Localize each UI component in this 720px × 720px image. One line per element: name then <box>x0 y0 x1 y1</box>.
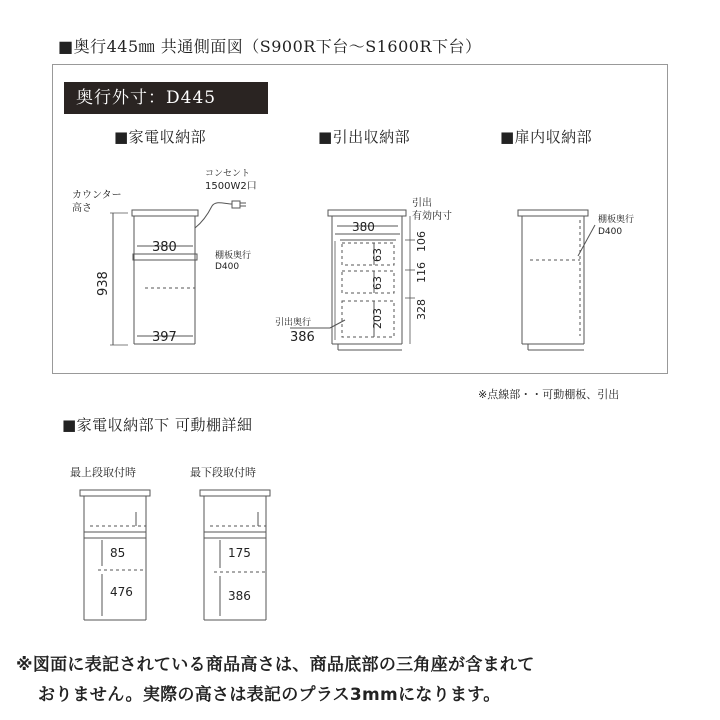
outlet-label-1: コンセント <box>205 169 251 179</box>
appliance-cabinet-drawing <box>110 201 246 345</box>
counter-label-1: カウンター <box>72 190 122 201</box>
footer-note-line-1: ※図面に表記されている商品高さは、商品底部の三角座が含まれて <box>16 655 535 675</box>
appliance-shelf-depth: D400 <box>215 262 240 272</box>
drawer-outer-328: 328 <box>415 299 428 320</box>
drawer-inner-label-2: 有効内寸 <box>412 211 452 222</box>
footer-note-line-2: おりません。実際の高さは表記のプラス3mmになります。 <box>38 685 501 705</box>
page-title: ■奥行445㎜ 共通側面図（S900R下台～S1600R下台） <box>58 37 482 56</box>
detail-bottom-caption: 最下段取付時 <box>190 466 256 479</box>
counter-label-2: 高さ <box>72 203 92 214</box>
detail-top-lower: 476 <box>110 585 133 599</box>
drawer-inner-label-1: 引出 <box>412 198 432 209</box>
appliance-top-width-label: 380 <box>152 240 177 255</box>
appliance-bottom-width-label: 397 <box>152 330 177 345</box>
detail-bottom-upper: 175 <box>228 546 251 560</box>
drawer-inner-203: 203 <box>371 308 384 329</box>
drawer-top-width-label: 380 <box>352 220 375 234</box>
section-title-door: ■扉内収納部 <box>500 128 593 146</box>
height-938-label: 938 <box>96 271 111 296</box>
detail-section-title: ■家電収納部下 可動棚詳細 <box>62 416 253 434</box>
depth-label: 奥行外寸：D445 <box>64 82 268 114</box>
drawer-outer-106: 106 <box>415 231 428 252</box>
door-cabinet-drawing <box>518 210 595 350</box>
appliance-shelf-label: 棚板奥行 <box>215 251 252 261</box>
legend-note: ※点線部・・可動棚板、引出 <box>478 388 620 401</box>
drawer-inner-63-1: 63 <box>371 248 384 262</box>
detail-bottom-lower: 386 <box>228 589 251 603</box>
drawer-inner-63-2: 63 <box>371 276 384 290</box>
drawer-depth-value: 386 <box>290 330 315 345</box>
section-title-drawer: ■引出収納部 <box>318 128 411 146</box>
outlet-label-2: 1500W2口 <box>205 181 257 192</box>
drawer-depth-label: 引出奥行 <box>275 318 312 328</box>
section-title-appliance: ■家電収納部 <box>114 128 207 146</box>
detail-top-upper: 85 <box>110 546 126 560</box>
detail-top-caption: 最上段取付時 <box>70 466 136 479</box>
drawer-outer-116: 116 <box>415 262 428 283</box>
door-shelf-depth: D400 <box>598 227 623 237</box>
door-shelf-label: 棚板奥行 <box>598 215 635 225</box>
